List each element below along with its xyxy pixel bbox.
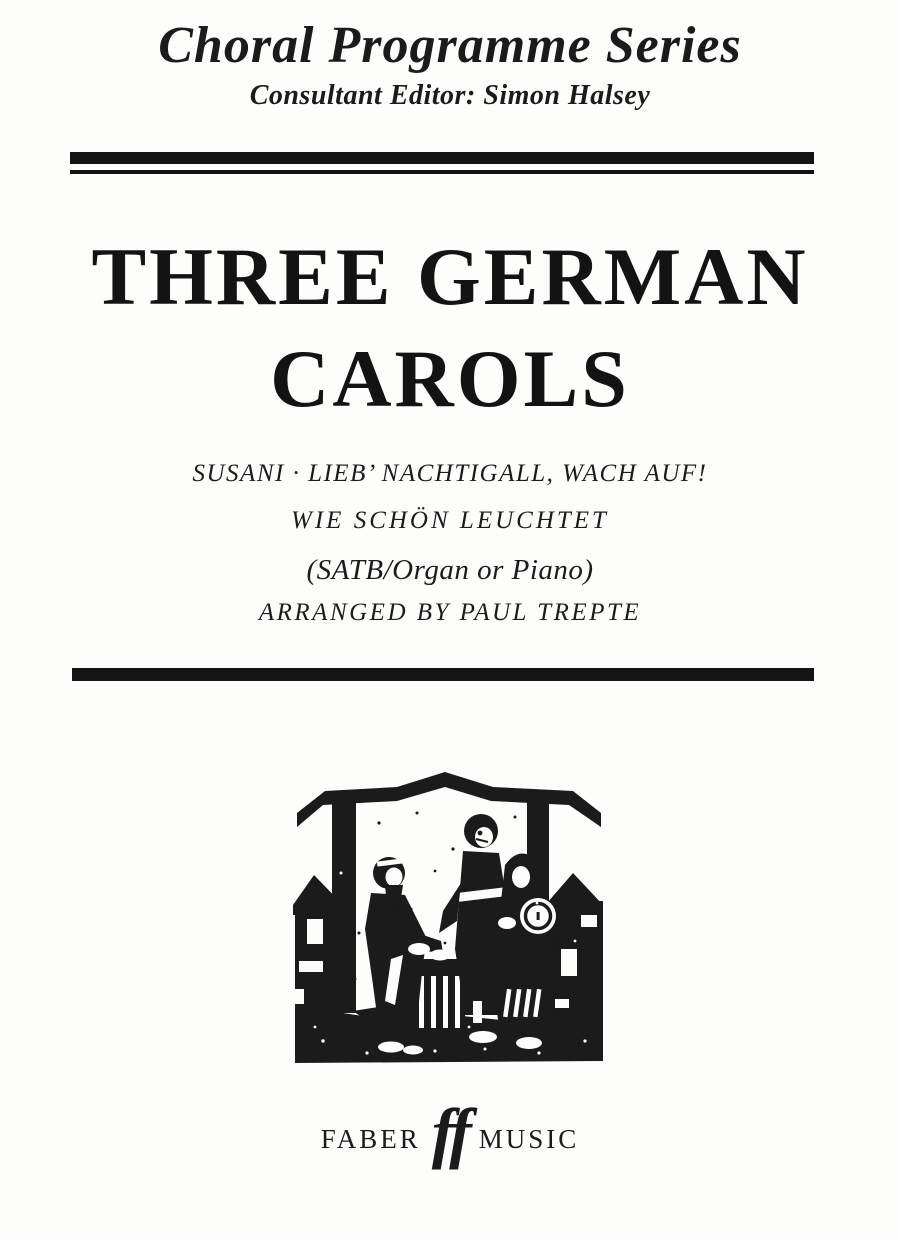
main-title-line2: CAROLS — [270, 332, 630, 424]
series-title: Choral Programme Series — [158, 17, 742, 74]
carol-titles-line2: WIE SCHÖN LEUCHTET — [291, 507, 609, 534]
publisher-word-faber: FABER — [320, 1124, 421, 1154]
consultant-editor-line: Consultant Editor: Simon Halsey — [249, 80, 651, 111]
carol-titles-line1: SUSANI · LIEB’ NACHTIGALL, WACH AUF! — [192, 460, 708, 487]
main-title — [0, 226, 900, 429]
double-rule-thick-bar — [70, 152, 814, 164]
publisher-word-music: MUSIC — [478, 1124, 580, 1154]
double-rule-thin-bar — [70, 170, 814, 174]
nativity-woodcut-illustration — [293, 753, 605, 1068]
double-rule — [70, 152, 814, 174]
scoring-line: (SATB/Organ or Piano) — [306, 554, 594, 586]
main-title-line1: THREE GERMAN — [91, 231, 809, 322]
single-rule — [72, 668, 814, 681]
publisher-logo: FABER ff MUSIC — [320, 1094, 580, 1170]
left-building — [293, 875, 345, 1035]
arranger-line: ARRANGED BY PAUL TREPTE — [258, 599, 642, 626]
